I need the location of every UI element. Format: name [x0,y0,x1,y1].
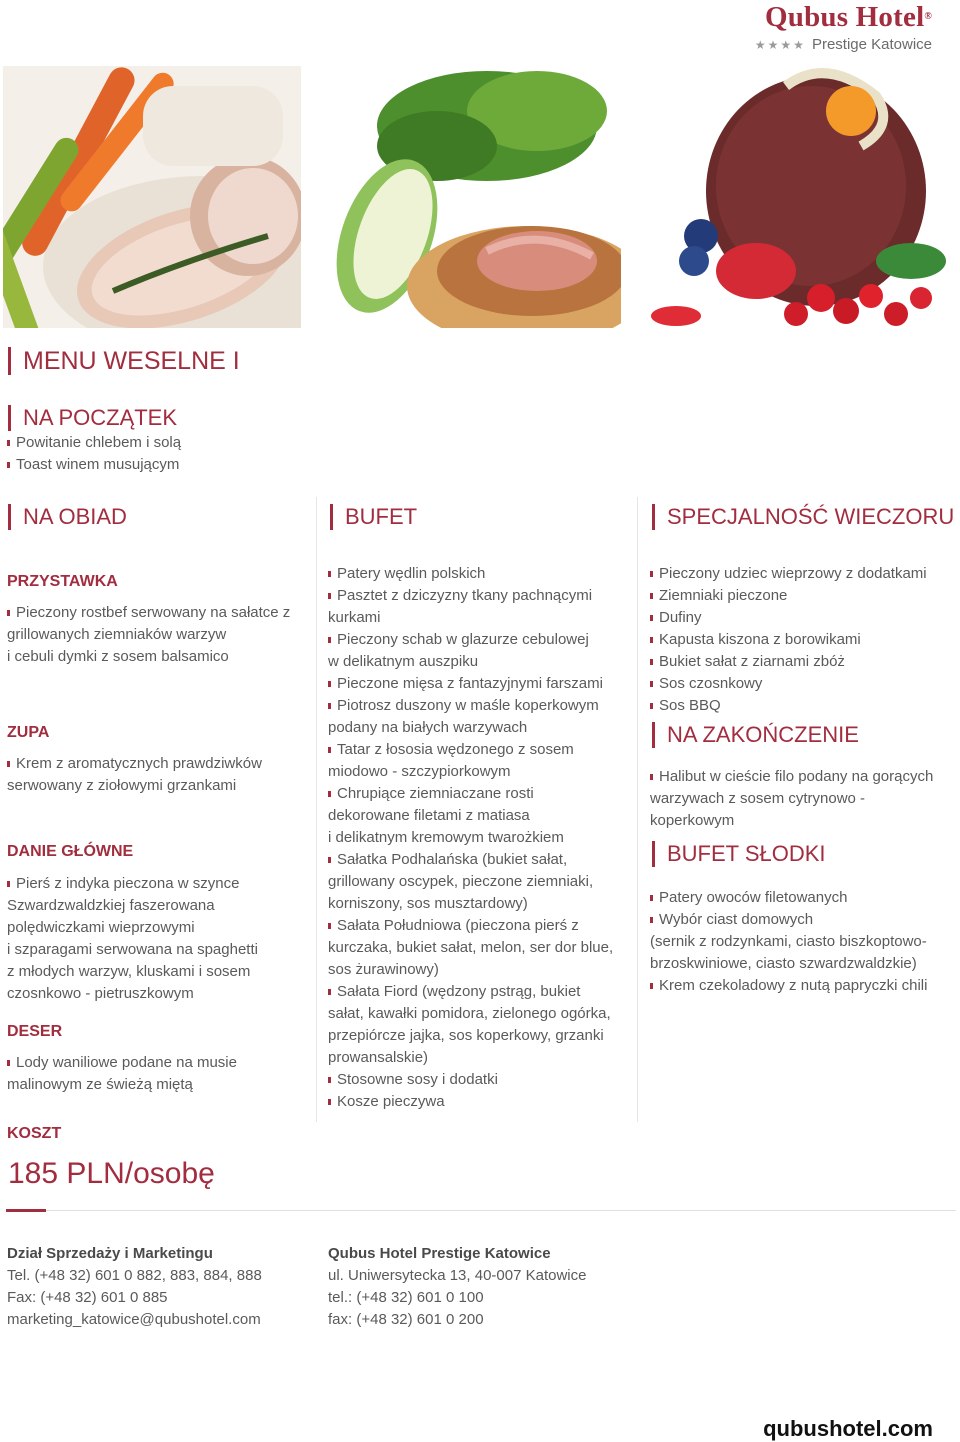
ending-title: NA ZAKOŃCZENIE [652,722,859,748]
list-item-continued: serwowany z ziołowymi grzankami [7,777,237,794]
list-item-continued: (sernik z rodzynkami, ciasto biszkoptowo- [650,933,927,950]
starter-list [7,602,290,668]
list-item-continued: i delikatnym kremowym twarożkiem [328,829,564,846]
sales-fax: Fax: (+48 32) 601 0 885 [7,1289,168,1306]
buffet-list [328,563,628,1113]
sweet-buffet-list [650,887,927,997]
list-item-continued: i cebuli dymki z sosem balsamico [7,648,229,665]
list-item: Wybór ciast domowych [650,909,927,931]
column-divider [637,497,638,1122]
list-item-continued: polędwiczkami wieprzowymi [7,919,195,936]
lunch-title: NA OBIAD [8,504,127,530]
evening-list [650,563,927,717]
list-item-continued: korniszony, sos musztardowy) [328,895,528,912]
buffet-title: BUFET [330,504,417,530]
list-item: Krem z aromatycznych prawdziwków [7,753,262,775]
soup-label: ZUPA [7,724,50,741]
list-item: Krem czekoladowy z nutą papryczki chili [650,975,927,997]
list-item: Kapusta kiszona z borowikami [650,629,927,651]
ending-list [650,766,933,832]
list-item: Lody waniliowe podane na musie [7,1052,237,1074]
list-item-continued: podany na białych warzywach [328,719,528,736]
hotel-contact [328,1243,586,1331]
list-item-continued: kurczaka, bukiet sałat, melon, ser dor blue, [328,939,614,956]
list-item-continued: Szwardzwaldzkiej faszerowana [7,897,215,914]
list-item: Ziemniaki pieczone [650,585,927,607]
list-item-continued: grillowanych ziemniaków warzyw [7,626,227,643]
hotel-address: ul. Uniwersytecka 13, 40-007 Katowice [328,1267,587,1284]
menu-title: MENU WESELNE I [8,347,240,375]
list-item: Piotrosz duszony w maśle koperkowym [328,695,628,717]
list-item: Pieczony schab w glazurze cebulowej [328,629,628,651]
start-title: NA POCZĄTEK [8,405,177,431]
list-item-continued: dekorowane filetami z matiasa [328,807,530,824]
sales-phone: Tel. (+48 32) 601 0 882, 883, 884, 888 [7,1267,262,1284]
dessert-list [7,1052,237,1096]
list-item: Sałata Fiord (wędzony pstrąg, bukiet [328,981,628,1003]
list-item: Dufiny [650,607,927,629]
dessert-label: DESER [7,1023,63,1040]
hotel-contact-heading: Qubus Hotel Prestige Katowice [328,1245,551,1262]
list-item-continued: w delikatnym auszpiku [328,653,479,670]
sales-contact-heading: Dział Sprzedaży i Marketingu [7,1245,213,1262]
list-item: Powitanie chlebem i solą [7,432,181,454]
list-item-continued: malinowym ze świeżą miętą [7,1076,193,1093]
list-item: Sałata Południowa (pieczona pierś z [328,915,628,937]
photo-salad-with-bruschetta [327,66,621,328]
list-item-continued: warzywach z sosem cytrynowo - [650,790,866,807]
list-item: Pieczony rostbef serwowany na sałatce z [7,602,290,624]
evening-title: SPECJALNOŚĆ WIECZORU [652,504,954,530]
column-divider [316,497,317,1122]
website-link[interactable]: qubushotel.com [763,1416,933,1441]
list-item: Sałatka Podhalańska (bukiet sałat, [328,849,628,871]
list-item-continued: sałat, kawałki pomidora, zielonego ogórka, [328,1005,611,1022]
photo-chocolate-dessert-with-fruit [646,66,951,328]
list-item: Patery owoców filetowanych [650,887,927,909]
footer-divider-accent [6,1209,46,1212]
sweet-buffet-title: BUFET SŁODKI [652,841,826,867]
list-item-continued: sos żurawinowy) [328,961,439,978]
list-item: Pierś z indyka pieczona w szynce [7,873,258,895]
list-item-continued: z młodych warzyw, kluskami i sosem [7,963,251,980]
list-item-continued: prowansalskie) [328,1049,429,1066]
sales-contact [7,1243,262,1331]
list-item: Tatar z łososia wędzonego z sosem [328,739,628,761]
list-item: Sos czosnkowy [650,673,927,695]
list-item-continued: przepiórcze jajka, sos koperkowy, grzanki [328,1027,604,1044]
stars-icon: ★★★★ [754,38,806,52]
main-course-list [7,873,258,1005]
list-item: Toast winem musującym [7,454,181,476]
cost-label: KOSZT [7,1125,62,1142]
list-item: Pieczone mięsa z fantazyjnymi farszami [328,673,628,695]
list-item: Sos BBQ [650,695,927,717]
hotel-logo [755,2,932,53]
list-item: Halibut w cieście filo podany na gorących [650,766,933,788]
list-item: Pasztet z dziczyzny tkany pachnącymi [328,585,628,607]
footer-divider [6,1210,956,1211]
starter-label: PRZYSTAWKA [7,573,118,590]
logo-name: Qubus Hotel® [765,1,932,33]
hotel-fax: fax: (+48 32) 601 0 200 [328,1311,484,1328]
list-item: Pieczony udziec wieprzowy z dodatkami [650,563,927,585]
logo-subtitle: ★★★★ Prestige Katowice [754,36,932,53]
list-item: Patery wędlin polskich [328,563,628,585]
list-item-continued: czosnkowo - pietruszkowym [7,985,194,1002]
main-course-label: DANIE GŁÓWNE [7,843,134,860]
list-item-continued: brzoskwiniowe, ciasto szwardzwaldzkie) [650,955,917,972]
list-item-continued: koperkowym [650,812,735,829]
sales-email-link[interactable]: marketing_katowice@qubushotel.com [7,1311,261,1328]
list-item: Chrupiące ziemniaczane rosti [328,783,628,805]
photo-pork-with-vegetables [3,66,301,328]
list-item: Stosowne sosy i dodatki [328,1069,628,1091]
list-item-continued: kurkami [328,609,381,626]
soup-list [7,753,262,797]
list-item: Bukiet sałat z ziarnami zbóż [650,651,927,673]
start-list [7,432,181,476]
list-item-continued: miodowo - szczypiorkowym [328,763,511,780]
list-item-continued: i szparagami serwowana na spaghetti [7,941,258,958]
hotel-phone: tel.: (+48 32) 601 0 100 [328,1289,484,1306]
list-item-continued: grillowany oscypek, pieczone ziemniaki, [328,873,594,890]
price-value: 185 PLN/osobę [8,1157,215,1190]
list-item: Kosze pieczywa [328,1091,628,1113]
